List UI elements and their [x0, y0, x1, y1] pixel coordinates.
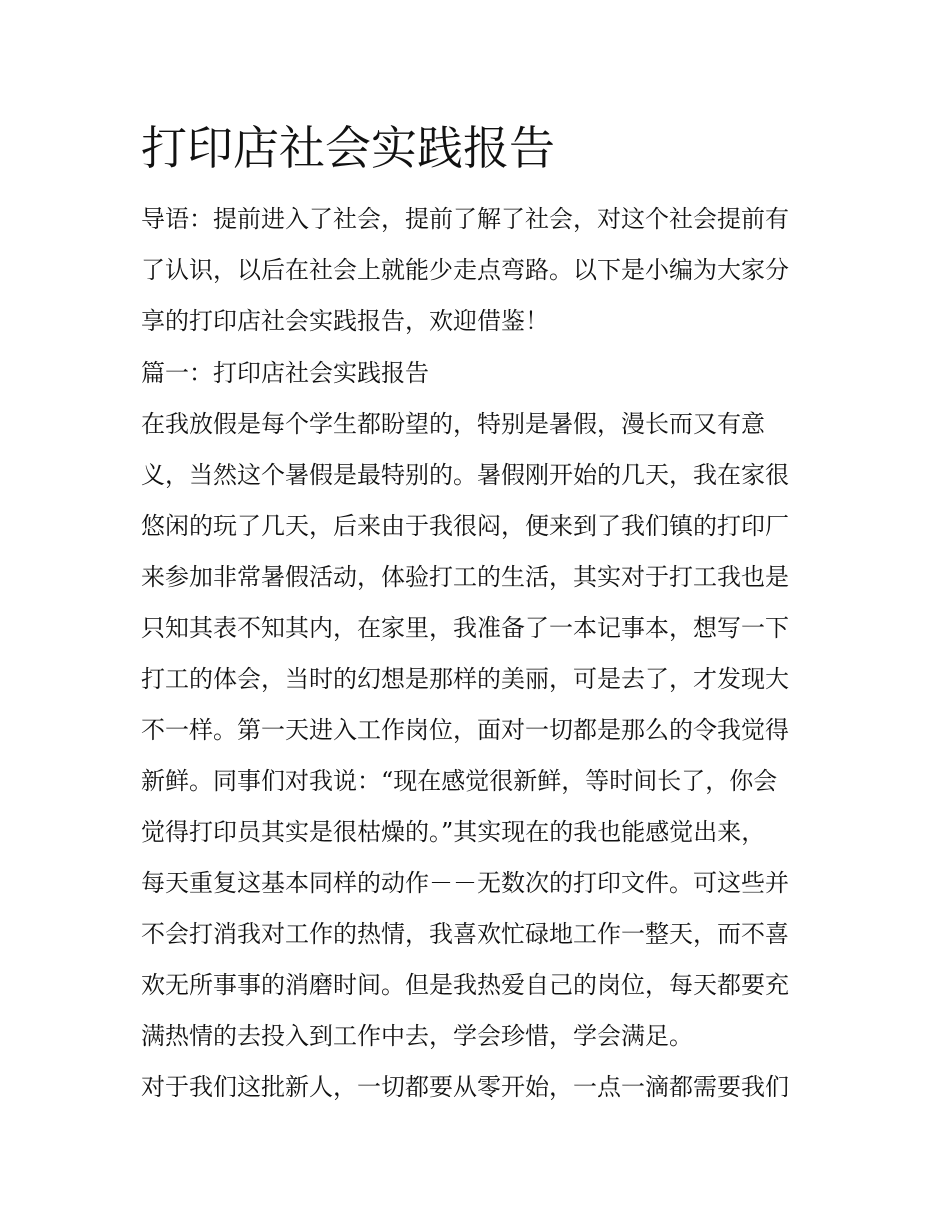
text-line: 悠闲的玩了几天，后来由于我很闷，便来到了我们镇的打印厂 — [141, 512, 789, 540]
text-line: 导语：提前进入了社会，提前了解了社会，对这个社会提前有 — [141, 205, 789, 233]
text-line: 享的打印店社会实践报告，欢迎借鉴！ — [141, 307, 549, 335]
text-line: 来参加非常暑假活动，体验打工的生活，其实对于打工我也是 — [141, 563, 789, 591]
section-heading: 篇一：打印店社会实践报告 — [141, 359, 429, 387]
text-line: 不一样。第一天进入工作岗位，面对一切都是那么的令我觉得 — [141, 716, 789, 744]
text-line: 满热情的去投入到工作中去，学会珍惜，学会满足。 — [141, 1022, 693, 1050]
document-title: 打印店社会实践报告 — [141, 121, 555, 175]
text-line: 不会打消我对工作的热情，我喜欢忙碌地工作一整天，而不喜 — [141, 920, 789, 948]
text-line: 欢无所事事的消磨时间。但是我热爱自己的岗位，每天都要充 — [141, 971, 789, 999]
text-line: 在我放假是每个学生都盼望的，特别是暑假，漫长而又有意 — [141, 410, 765, 438]
text-line: 新鲜。同事们对我说：“现在感觉很新鲜，等时间长了，你会 — [141, 767, 778, 795]
text-line: 义，当然这个暑假是最特别的。暑假刚开始的几天，我在家很 — [141, 461, 789, 489]
text-line: 每天重复这基本同样的动作－－无数次的打印文件。可这些并 — [141, 869, 789, 897]
text-line: 对于我们这批新人，一切都要从零开始，一点一滴都需要我们 — [141, 1073, 789, 1101]
text-line: 打工的体会，当时的幻想是那样的美丽，可是去了，才发现大 — [141, 665, 789, 693]
text-line: 只知其表不知其内，在家里，我准备了一本记事本，想写一下 — [141, 614, 789, 642]
text-line: 觉得打印员其实是很枯燥的。”其实现在的我也能感觉出来， — [141, 818, 766, 846]
text-line: 了认识，以后在社会上就能少走点弯路。以下是小编为大家分 — [141, 256, 789, 284]
